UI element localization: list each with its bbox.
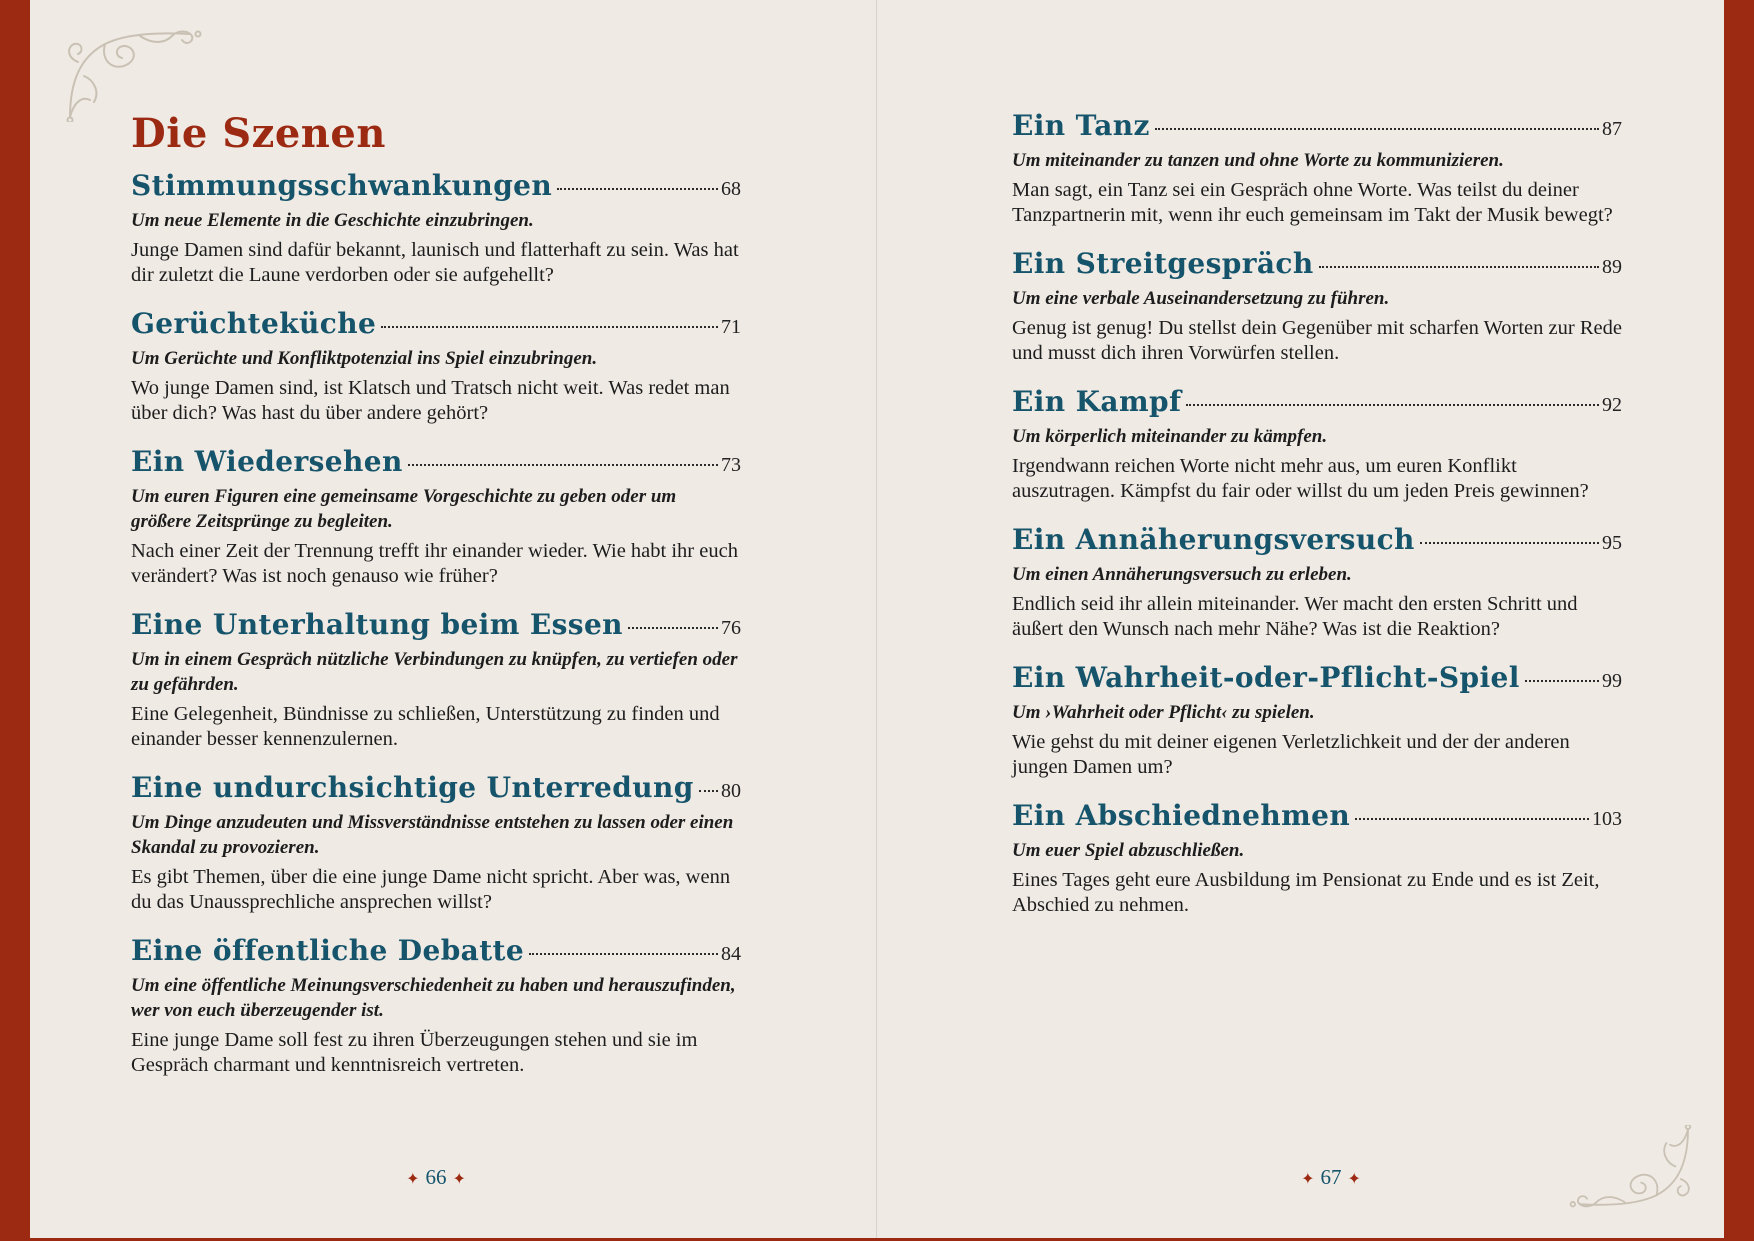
dot-leader <box>1319 266 1599 268</box>
toc-entry-head <box>131 770 741 806</box>
page-number-right <box>1231 1165 1431 1190</box>
toc-entry-purpose: Um ›Wahrheit oder Pflicht‹ zu spielen. <box>1012 702 1315 723</box>
toc-entry-purpose: Um Gerüchte und Konfliktpotenzial ins Spiel einzubringen. <box>131 348 598 369</box>
toc-entry-head <box>131 444 741 480</box>
toc-entry-title: Ein Abschiednehmen <box>1012 799 1351 832</box>
toc-entry <box>131 933 741 1078</box>
toc-entry-purpose: Um eine verbale Auseinandersetzung zu führen. <box>1012 288 1390 309</box>
toc-entry-purpose: Um miteinander zu tanzen und ohne Worte zu kommunizieren. <box>1012 150 1504 171</box>
toc-entry-title: Ein Wahrheit-oder-Pflicht-Spiel <box>1012 661 1520 694</box>
right-page <box>877 0 1724 1238</box>
toc-entry-page: 76 <box>721 617 741 639</box>
toc-entry-description: Nach einer Zeit der Trennung trefft ihr einander wieder. Wie habt ihr euch verändert? Was ist noch genauso wie früher? <box>131 540 738 587</box>
toc-entry-head <box>1012 522 1622 558</box>
toc-entry-page: 80 <box>721 780 741 802</box>
toc-entry-head <box>131 168 741 204</box>
flourish-ornament-icon <box>1562 1125 1697 1215</box>
toc-entry-description: Endlich seid ihr allein miteinander. Wer macht den ersten Schritt und äußert den Wunsch nach mehr Nähe? Was ist die Reaktion? <box>1012 593 1578 640</box>
toc-entry-title: Stimmungsschwankungen <box>131 169 553 202</box>
toc-entry-head <box>1012 798 1622 834</box>
toc-entry <box>1012 108 1622 228</box>
toc-entry-description: Eines Tages geht eure Ausbildung im Pensionat zu Ende und es ist Zeit, Abschied zu nehmen. <box>1012 869 1600 916</box>
star-ornament-icon: ✦ <box>1347 1171 1361 1188</box>
toc-entry-purpose: Um eine öffentliche Meinungsverschiedenheit zu haben und herauszufinden, wer von euch überzeugender ist. <box>131 975 736 1021</box>
toc-entry <box>1012 660 1622 780</box>
toc-entry-page: 92 <box>1602 394 1622 416</box>
toc-entry-title: Ein Streitgespräch <box>1012 247 1314 280</box>
dot-leader <box>408 464 718 466</box>
toc-entry-page: 71 <box>721 316 741 338</box>
page-number: 67 <box>1320 1165 1342 1189</box>
toc-entry-description: Wie gehst du mit deiner eigenen Verletzlichkeit und der der anderen jungen Damen um? <box>1012 731 1570 778</box>
toc-entry-head <box>1012 108 1622 144</box>
toc-entry-head <box>1012 246 1622 282</box>
toc-column-right <box>1012 108 1622 936</box>
toc-entry-title: Ein Annäherungsversuch <box>1012 523 1415 556</box>
toc-entry-page: 103 <box>1592 808 1622 830</box>
toc-entry-description: Wo junge Damen sind, ist Klatsch und Tratsch nicht weit. Was redet man über dich? Was hast du über andere gehört? <box>131 377 730 424</box>
toc-entry <box>131 168 741 288</box>
flourish-ornament-icon <box>60 22 210 122</box>
star-ornament-icon: ✦ <box>1301 1171 1315 1188</box>
toc-entry <box>131 770 741 915</box>
toc-entry-purpose: Um euren Figuren eine gemeinsame Vorgeschichte zu geben oder um größere Zeitsprünge zu begleiten. <box>131 486 677 532</box>
page-number-left <box>336 1165 536 1190</box>
toc-entry-description: Es gibt Themen, über die eine junge Dame nicht spricht. Aber was, wenn du das Unaussprechliche ansprechen willst? <box>131 866 731 913</box>
dot-leader <box>699 790 718 792</box>
toc-entry-head <box>131 607 741 643</box>
toc-entry-description: Junge Damen sind dafür bekannt, launisch und flatterhaft zu sein. Was hat dir zuletzt die Laune verdorben oder sie aufgehellt? <box>131 239 739 286</box>
toc-entry-head <box>131 933 741 969</box>
toc-column-left <box>131 108 741 1096</box>
dot-leader <box>1420 542 1599 544</box>
toc-entry-page: 68 <box>721 178 741 200</box>
toc-entry-page: 99 <box>1602 670 1622 692</box>
toc-entry-title: Eine öffentliche Debatte <box>131 934 525 967</box>
toc-entry-page: 95 <box>1602 532 1622 554</box>
dot-leader <box>1186 404 1599 406</box>
dot-leader <box>529 953 718 955</box>
star-ornament-icon: ✦ <box>452 1171 466 1188</box>
toc-entry <box>131 306 741 426</box>
dot-leader <box>381 326 718 328</box>
toc-entry-title: Ein Tanz <box>1012 109 1150 142</box>
toc-entry-head <box>131 306 741 342</box>
toc-entry <box>1012 246 1622 366</box>
toc-entry-purpose: Um euer Spiel abzuschließen. <box>1012 840 1245 861</box>
page-number: 66 <box>425 1165 447 1189</box>
toc-entry-title: Eine undurchsichtige Unterredung <box>131 771 694 804</box>
toc-entry-title: Eine Unterhaltung beim Essen <box>131 608 623 641</box>
toc-entry-page: 87 <box>1602 118 1622 140</box>
toc-entry-purpose: Um in einem Gespräch nützliche Verbindungen zu knüpfen, zu vertiefen oder zu gefährden. <box>131 649 738 695</box>
toc-entry <box>1012 798 1622 918</box>
dot-leader <box>557 188 718 190</box>
dot-leader <box>1355 818 1589 820</box>
toc-entry-title: Ein Wiedersehen <box>131 445 403 478</box>
toc-entry-title: Ein Kampf <box>1012 385 1182 418</box>
toc-entry-purpose: Um einen Annäherungsversuch zu erleben. <box>1012 564 1352 585</box>
toc-entry-purpose: Um körperlich miteinander zu kämpfen. <box>1012 426 1328 447</box>
toc-entry-head <box>1012 384 1622 420</box>
toc-entry-description: Eine Gelegenheit, Bündnisse zu schließen, Unterstützung zu finden und einander besser kennenzulernen. <box>131 703 720 750</box>
toc-entry-description: Man sagt, ein Tanz sei ein Gespräch ohne Worte. Was teilst du deiner Tanzpartnerin mit, wenn ihr euch gemeinsam im Takt der Musik bewegt? <box>1012 179 1613 226</box>
toc-entry <box>131 607 741 752</box>
toc-entry-purpose: Um Dinge anzudeuten und Missverständnisse entstehen zu lassen oder einen Skandal zu provozieren. <box>131 812 734 858</box>
toc-entry <box>131 444 741 589</box>
toc-entry <box>1012 384 1622 504</box>
toc-entry-purpose: Um neue Elemente in die Geschichte einzubringen. <box>131 210 534 231</box>
toc-entry-title: Gerüchteküche <box>131 307 377 340</box>
dot-leader <box>1155 128 1599 130</box>
toc-entry-page: 89 <box>1602 256 1622 278</box>
left-page <box>30 0 877 1238</box>
toc-entry-description: Genug ist genug! Du stellst dein Gegenüber mit scharfen Worten zur Rede und musst dich ihren Vorwürfen stellen. <box>1012 317 1622 364</box>
dot-leader <box>628 627 718 629</box>
toc-entry <box>1012 522 1622 642</box>
star-ornament-icon: ✦ <box>406 1171 420 1188</box>
page-title: Die Szenen <box>131 110 386 157</box>
dot-leader <box>1525 680 1599 682</box>
toc-entry-description: Eine junge Dame soll fest zu ihren Überzeugungen stehen und sie im Gespräch charmant und kenntnisreich vertreten. <box>131 1029 698 1076</box>
toc-entry-page: 73 <box>721 454 741 476</box>
toc-entry-description: Irgendwann reichen Worte nicht mehr aus, um euren Konflikt auszutragen. Kämpfst du fair oder willst du um jeden Preis gewinnen? <box>1012 455 1589 502</box>
toc-entry-page: 84 <box>721 943 741 965</box>
toc-entry-head <box>1012 660 1622 696</box>
